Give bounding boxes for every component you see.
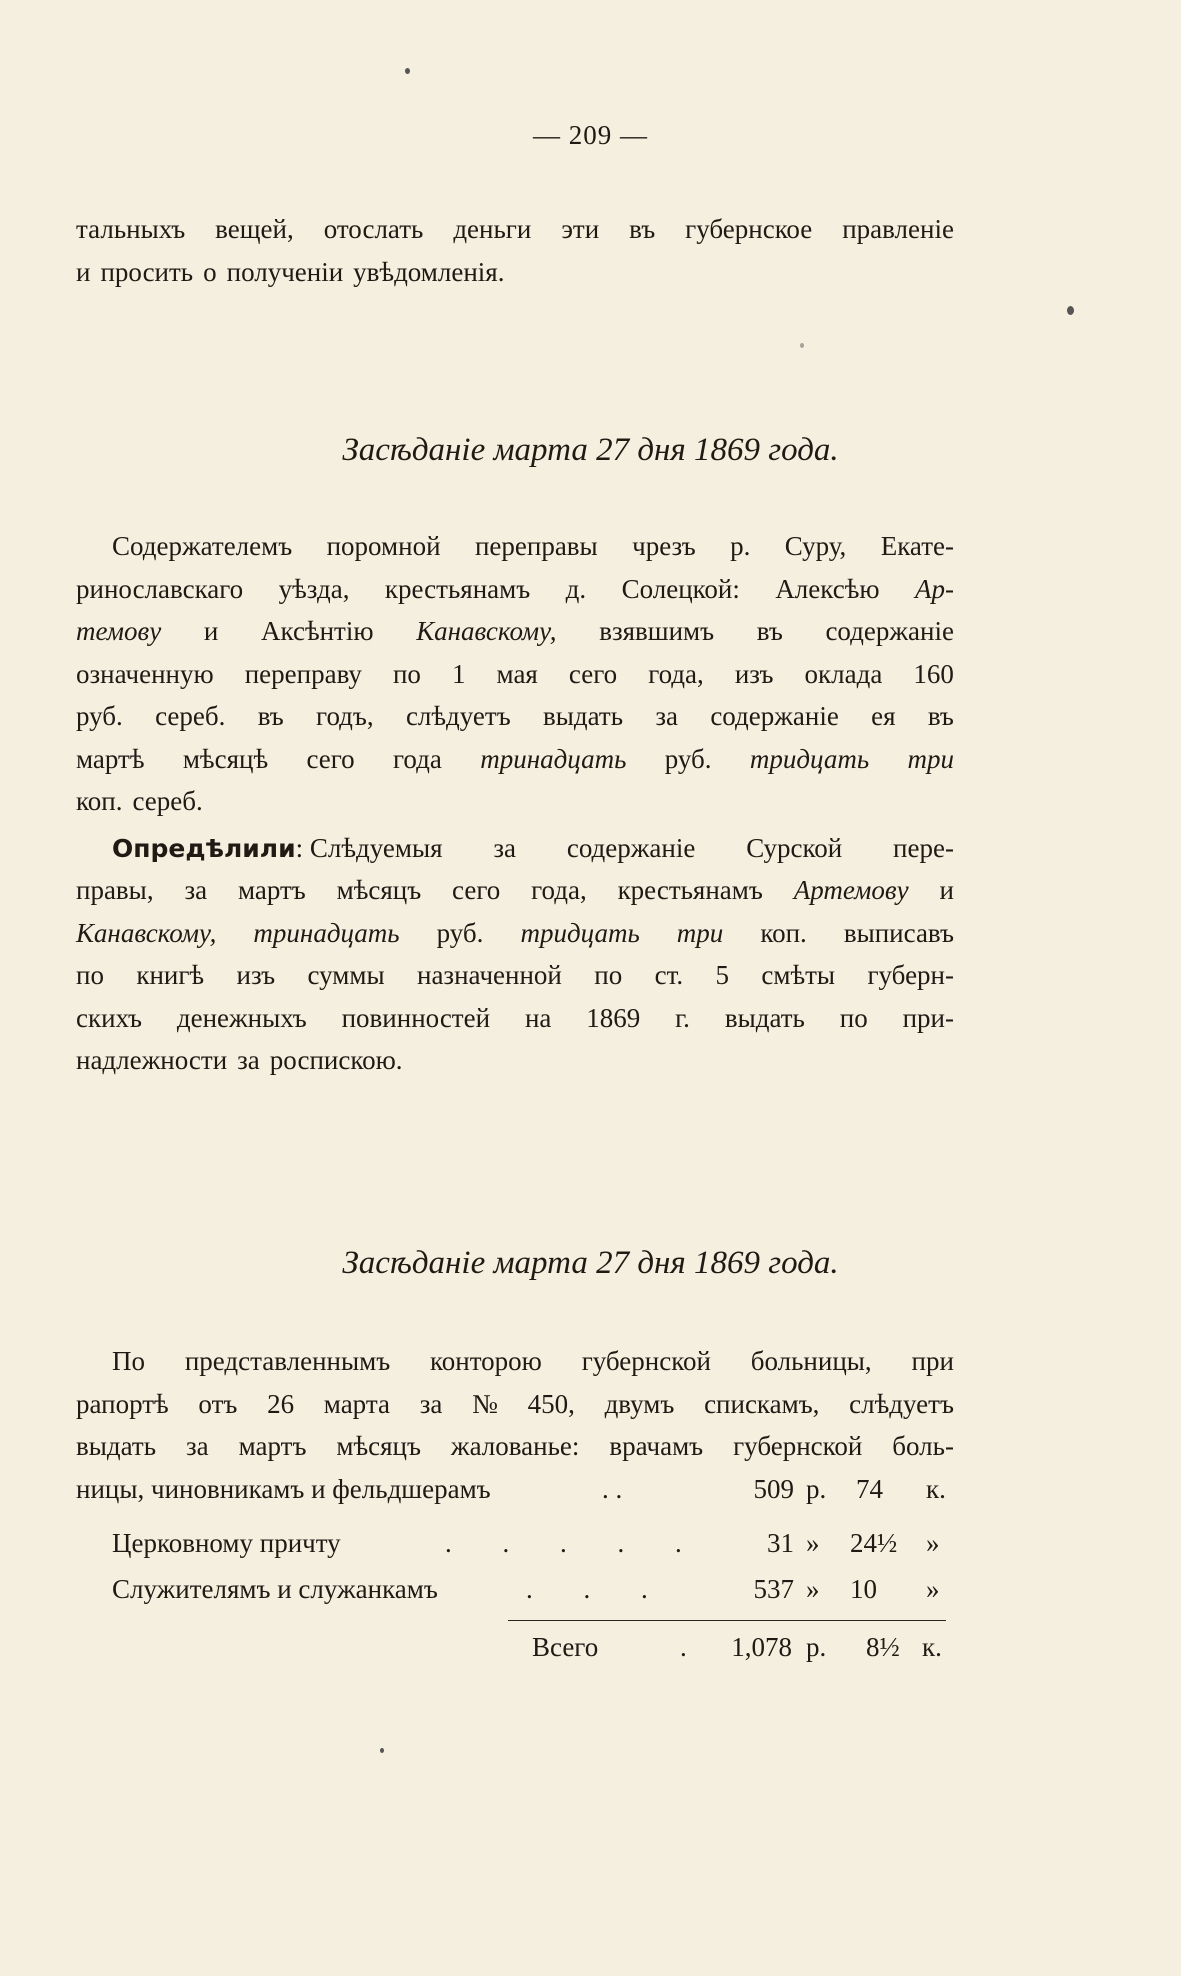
- resolved-label: Опредѣлили: [112, 833, 296, 863]
- word: Екате-: [880, 531, 954, 561]
- word: конторою: [430, 1346, 542, 1376]
- row-dots: . . .: [526, 1574, 670, 1604]
- word: мартъ: [237, 875, 306, 905]
- word: выдать: [76, 1431, 157, 1461]
- word: повинностей: [341, 1002, 491, 1033]
- word: переправу: [244, 658, 362, 689]
- word: переправы: [474, 531, 598, 561]
- intro-paragraph: [76, 208, 954, 293]
- word: 26: [267, 1388, 295, 1419]
- total-rubles-unit: р.: [806, 1632, 827, 1662]
- text-line: [76, 1340, 954, 1383]
- session1-paragraph: [76, 525, 954, 1082]
- word: 160: [913, 658, 954, 689]
- row-kopecks: 24½: [850, 1528, 898, 1558]
- word: и: [939, 875, 954, 905]
- word: тальныхъ: [76, 214, 186, 244]
- row-kopecks-unit: »: [926, 1528, 940, 1558]
- word: темову: [76, 616, 162, 646]
- text-line: [76, 1039, 954, 1082]
- word: года,: [531, 875, 587, 905]
- word: по: [392, 658, 421, 689]
- row-rubles: 537: [753, 1574, 794, 1604]
- word: тринадцать: [480, 743, 627, 774]
- word: руб.: [436, 917, 484, 948]
- word: за: [419, 1388, 443, 1419]
- word: пере-: [893, 832, 954, 863]
- text-line: [76, 525, 954, 568]
- word: Сурской: [746, 832, 843, 863]
- word: назначенной: [417, 960, 562, 990]
- word: боль-: [892, 1431, 954, 1461]
- word: рапортѣ: [76, 1388, 169, 1419]
- word: коп.: [760, 917, 807, 948]
- word: уѣзда,: [278, 573, 350, 604]
- word: при: [911, 1346, 954, 1376]
- total-rubles: 1,078: [731, 1632, 792, 1662]
- word: выписавъ: [843, 917, 954, 948]
- word: просить: [100, 256, 194, 287]
- row-rubles: 509: [753, 1474, 794, 1504]
- word: Суру,: [784, 531, 847, 561]
- resolution-lead: [112, 827, 443, 870]
- word: мѣсяцъ: [336, 1431, 421, 1461]
- word: мартъ: [238, 1431, 307, 1461]
- word: полученіи: [226, 256, 344, 287]
- total-dots: .: [680, 1632, 687, 1662]
- row-rubles-unit: »: [806, 1574, 820, 1604]
- text-line: [76, 208, 954, 251]
- word: Артемову: [793, 875, 909, 905]
- word: годъ,: [316, 701, 374, 731]
- ink-speck: [405, 68, 410, 74]
- word: сереб.: [155, 701, 226, 731]
- word: губернское: [685, 214, 813, 244]
- word: Аксѣнтію: [261, 616, 374, 646]
- word: деньги: [453, 214, 532, 244]
- word: въ: [257, 701, 284, 731]
- word: марта: [323, 1388, 390, 1419]
- word: за: [184, 875, 208, 905]
- word: крестьянамъ: [384, 573, 531, 604]
- word: руб.: [664, 743, 712, 774]
- text-line: [76, 738, 954, 781]
- word: взявшимъ: [599, 616, 715, 646]
- word: двумъ: [604, 1388, 675, 1419]
- word: мѣсяцъ: [336, 875, 422, 905]
- word: денежныхъ: [176, 1002, 307, 1033]
- text-line: [76, 1383, 954, 1426]
- row-label: Служителямъ и служанкамъ: [112, 1574, 438, 1604]
- word: мая: [496, 658, 538, 689]
- row-kopecks: 10: [850, 1574, 877, 1604]
- word: сего: [568, 658, 618, 689]
- word: выдать: [724, 1002, 805, 1033]
- word: губерн-: [867, 960, 954, 990]
- word: содержаніе: [710, 701, 839, 731]
- text-line: [76, 1425, 954, 1468]
- ink-speck: [1067, 306, 1074, 315]
- word: 450,: [527, 1388, 575, 1419]
- text-line: [76, 954, 954, 997]
- word: по: [594, 960, 623, 990]
- word: №: [472, 1388, 498, 1419]
- word: за: [655, 701, 678, 731]
- row-dots: . .: [602, 1474, 623, 1504]
- word: слѣдуетъ: [405, 701, 511, 731]
- ink-speck: [800, 343, 804, 348]
- word: крестьянамъ: [617, 875, 763, 905]
- word: содержаніе: [566, 832, 696, 863]
- word: за: [186, 1431, 209, 1461]
- word: сего: [452, 875, 501, 905]
- word: роспискою.: [269, 1045, 403, 1075]
- text-line: [76, 912, 954, 955]
- word: мѣсяцѣ: [182, 743, 269, 774]
- total-label: Всего: [532, 1632, 599, 1662]
- word: Канавскому,: [416, 616, 557, 646]
- word: больницы,: [750, 1346, 872, 1376]
- word: за: [237, 1045, 260, 1075]
- word: тридцать: [749, 743, 870, 774]
- word: коп.: [76, 786, 123, 816]
- word: 1: [451, 658, 466, 689]
- word: ея: [871, 701, 896, 731]
- text-line: [76, 780, 954, 823]
- word: губернской: [581, 1346, 711, 1376]
- word: эти: [561, 214, 600, 244]
- word: Ар-: [914, 573, 954, 604]
- row-dots: . . . . .: [445, 1528, 704, 1558]
- row-label: Церковному причту: [112, 1528, 341, 1558]
- session2-paragraph: [76, 1340, 954, 1468]
- word: 5: [715, 960, 730, 990]
- text-line: [76, 695, 954, 738]
- row-kopecks: 74: [856, 1474, 883, 1504]
- word: три: [907, 743, 954, 774]
- word: представленнымъ: [184, 1346, 391, 1376]
- word: выдать: [543, 701, 624, 731]
- word: слѣдуетъ: [849, 1388, 954, 1419]
- row-kopecks-unit: »: [926, 1574, 940, 1604]
- word: чрезъ: [632, 531, 696, 561]
- text-line: [76, 997, 954, 1040]
- word: 1869: [586, 1002, 641, 1033]
- row-rubles-unit: р.: [806, 1474, 827, 1504]
- word: губернской: [733, 1431, 863, 1461]
- word: на: [524, 1002, 552, 1033]
- word: тридцать: [520, 917, 640, 948]
- word: книгѣ: [136, 960, 205, 990]
- word: оклада: [804, 658, 883, 689]
- text-line: [76, 251, 954, 294]
- row-rubles: 31: [767, 1528, 794, 1558]
- word: г.: [675, 1002, 690, 1033]
- word: тринадцать: [253, 917, 400, 948]
- word: поромной: [326, 531, 441, 561]
- word: сереб.: [132, 786, 203, 816]
- word: Канавскому,: [76, 917, 217, 948]
- word: по: [839, 1002, 868, 1033]
- word: изъ: [734, 658, 774, 689]
- word: ринославскаго: [76, 573, 244, 604]
- word: р.: [730, 531, 751, 561]
- word: смѣты: [761, 960, 836, 990]
- word: въ: [629, 214, 656, 244]
- word: года,: [648, 658, 704, 689]
- page-number: — 209 —: [533, 120, 648, 150]
- row-rubles-unit: »: [806, 1528, 820, 1558]
- word: изъ: [236, 960, 276, 990]
- total-kopecks: 8½: [866, 1632, 900, 1662]
- word: врачамъ: [609, 1431, 704, 1461]
- word: Алексѣю: [775, 573, 880, 604]
- word: : Слѣдуемыя: [295, 832, 443, 863]
- word: д.: [565, 573, 587, 604]
- word: вещей,: [215, 214, 294, 244]
- word: при-: [902, 1002, 954, 1033]
- word: правы,: [76, 875, 154, 905]
- word: за: [493, 832, 517, 863]
- word: надлежности: [76, 1045, 228, 1075]
- word: три: [676, 917, 724, 948]
- word: Солецкой:: [621, 573, 740, 604]
- total-kopecks-unit: к.: [922, 1632, 942, 1662]
- word: и: [76, 256, 91, 287]
- word: и: [203, 616, 219, 646]
- word: года: [393, 743, 442, 774]
- word: отослать: [323, 214, 424, 244]
- session-heading-2: Засѣданіе марта 27 дня 1869 года.: [342, 1245, 839, 1281]
- word: о: [203, 256, 217, 287]
- session-heading-1: Засѣданіе марта 27 дня 1869 года.: [342, 432, 839, 468]
- word: въ: [756, 616, 783, 646]
- resolution-line: [76, 827, 954, 870]
- word: Содержателемъ: [112, 531, 293, 561]
- word: содержаніе: [825, 616, 954, 646]
- word: означенную: [76, 658, 214, 689]
- word: увѣдомленія.: [353, 256, 505, 287]
- text-line: [76, 568, 954, 611]
- word: по: [76, 960, 104, 990]
- ink-speck: [380, 1748, 384, 1753]
- word: спискамъ,: [704, 1388, 820, 1419]
- row-label: ницы, чиновникамъ и фельдшерамъ: [76, 1474, 491, 1504]
- row-kopecks-unit: к.: [926, 1474, 946, 1504]
- word: суммы: [307, 960, 385, 990]
- word: мартѣ: [76, 743, 145, 774]
- word: правленіе: [842, 214, 954, 244]
- word: жалованье:: [450, 1431, 580, 1461]
- word: По: [112, 1346, 145, 1376]
- text-line: [76, 653, 954, 696]
- text-line: [76, 869, 954, 912]
- sum-rule: [508, 1620, 946, 1621]
- word: сего: [306, 743, 355, 774]
- word: въ: [927, 701, 954, 731]
- word: ст.: [654, 960, 684, 990]
- word: скихъ: [76, 1002, 142, 1033]
- word: руб.: [76, 701, 123, 731]
- word: отъ: [198, 1388, 238, 1419]
- text-line: [76, 610, 954, 653]
